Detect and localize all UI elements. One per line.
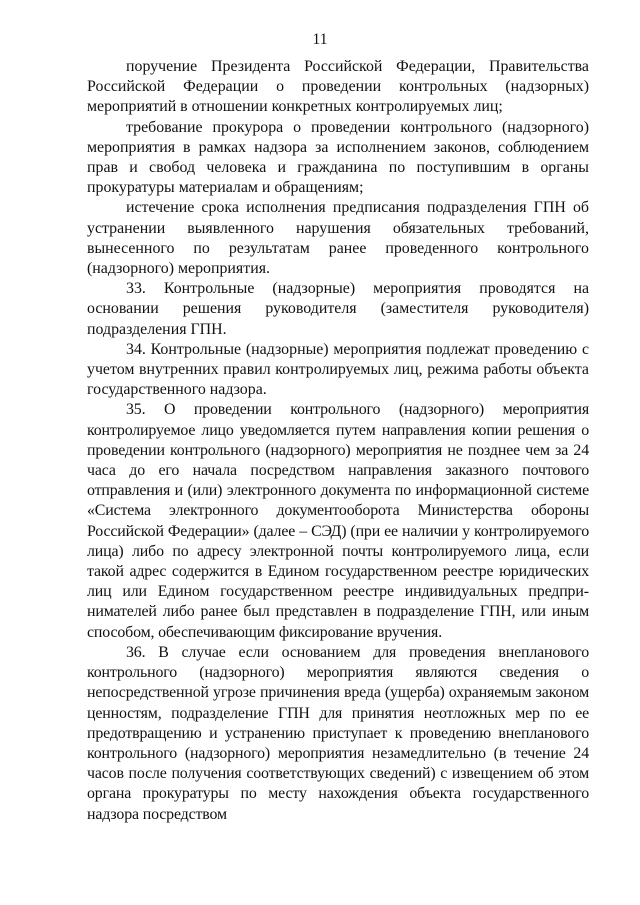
paragraph-item-35: 35. О проведении контрольного (надзорного) мероприятия контролируемое лицо уведомляется путем направления копии решения о проведении контрольного (надзорного) мероприятия не позднее чем за 24 часа до его начала посредством направления заказного почтового отправления и (или) электронного документа по информационной системе «Система электронного документооборота Министерства обороны Российской Федерации» (далее – СЭД) (при ее наличии у контролируемого лица) либо по адресу электронной почты контролируемого лица, если такой адрес содержится в Едином государственном реестре юридических лиц или Едином государственном реестре индивидуальных предпринимателей либо ранее был представлен в подразделение ГПН, или иным способом, обеспечивающим фиксирование вручения. xyxy=(87,401,589,641)
paragraph-item-33: 33. Контрольные (надзорные) мероприятия проводятся на основании решения руководителя (заместителя руководителя) подразделения ГПН. xyxy=(87,280,589,338)
paragraph-presidential-order: поручение Президента Российской Федерации, Правительства Российской Федерации о проведении контрольных (надзорных) мероприятий в отношении конкретных контролируемых лиц; xyxy=(87,58,589,116)
body-text xyxy=(87,57,589,825)
page-number: 11 xyxy=(312,31,328,48)
paragraph-item-34: 34. Контрольные (надзорные) мероприятия подлежат проведению с учетом внутренних правил контролируемых лиц, режима работы объекта государственного надзора. xyxy=(87,340,589,399)
paragraph-prosecutor-request: требование прокурора о проведении контрольного (надзорного) мероприятия в рамках надзора за исполнением законов, соблюдением прав и свобод человека и гражданина по поступившим в органы прокуратуры материалам и обращениям; xyxy=(87,118,589,197)
paragraph-order-expiry: истечение срока исполнения предписания подразделения ГПН об устранении выявленного нарушения обязательных требований, вынесенного по результатам ранее проведенного контрольного (надзорного) мероприятия. xyxy=(87,199,589,278)
paragraph-item-36: 36. В случае если основанием для проведения внепланового контрольного (надзорного) мероприятия являются сведения о непосредственной угрозе причинения вреда (ущерба) охраняемым законом ценностям, подразделение ГПН для принятия неотложных мер по ее предотвращению и устранению приступает к проведению внепланового контрольного (надзорного) мероприятия незамедлительно (в течение 24 часов после получения соответствующих сведений) с извещением об этом органа прокуратуры по месту нахождения объекта государственного надзора посредством xyxy=(87,643,589,823)
